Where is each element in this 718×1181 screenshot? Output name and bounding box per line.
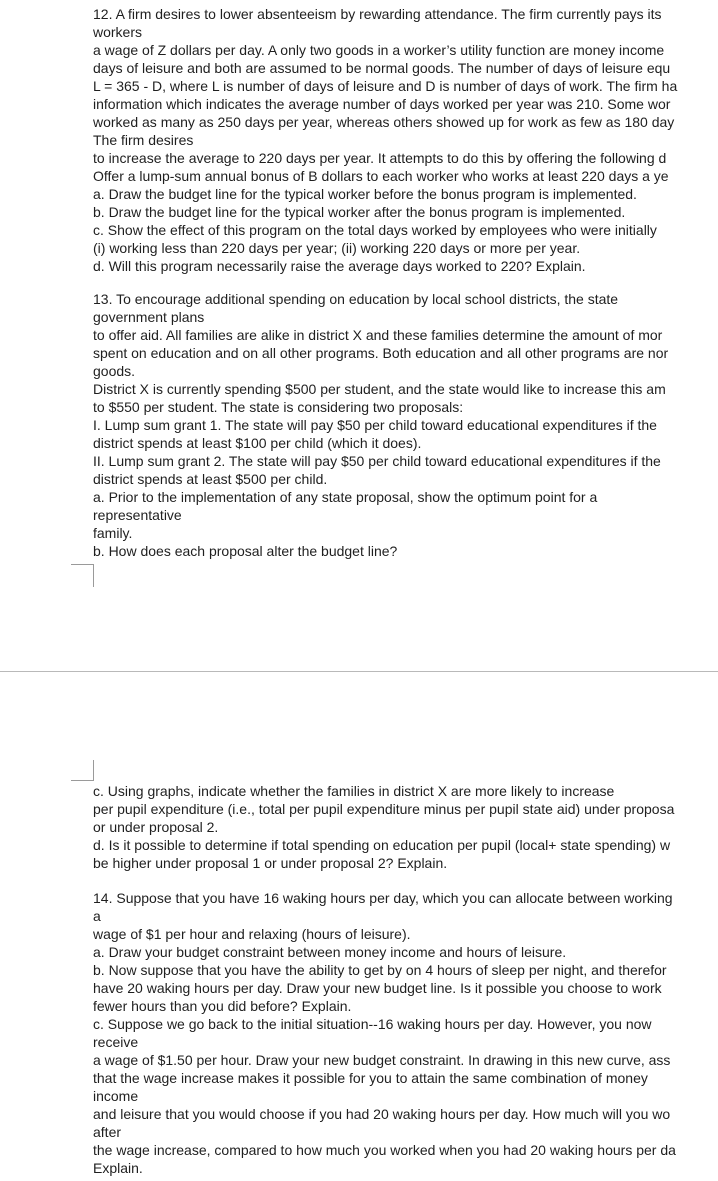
text-line: have 20 waking hours per day. Draw your new budget line. Is it possible you choose to work [93, 980, 662, 996]
text-line: a. Prior to the implementation of any state proposal, show the optimum point for a [93, 489, 598, 505]
text-line: and leisure that you would choose if you had 20 waking hours per day. How much will you wo [93, 1106, 671, 1122]
text-line: spent on education and on all other programs. Both education and all other programs are nor [93, 345, 669, 361]
text-line: days of leisure and both are assumed to be normal goods. The number of days of leisure equ [93, 60, 671, 76]
text-line: or under proposal 2. [93, 819, 219, 835]
text-line: a wage of Z dollars per day. A only two goods in a worker’s utility function are money income [93, 42, 665, 58]
text-line: b. Now suppose that you have the ability to get by on 4 hours of sleep per night, and therefor [93, 962, 667, 978]
text-line: wage of $1 per hour and relaxing (hours of leisure). [93, 926, 411, 942]
text-line: 12. A firm desires to lower absenteeism by rewarding attendance. The firm currently pays its [93, 6, 662, 22]
text-line: that the wage increase makes it possible for you to attain the same combination of money [93, 1070, 648, 1086]
text-line: to $550 per student. The state is considering two proposals: [93, 399, 464, 415]
text-line: worked as many as 250 days per year, whereas others showed up for work as few as 180 day [93, 114, 675, 130]
text-line: district spends at least $100 per child (which it does). [93, 435, 422, 451]
text-line: c. Suppose we go back to the initial situation--16 waking hours per day. However, you now [93, 1016, 652, 1032]
question-13 [93, 290, 718, 560]
text-line: 14. Suppose that you have 16 waking hours per day, which you can allocate between working [93, 890, 673, 906]
text-line: per pupil expenditure (i.e., total per pupil expenditure minus per pupil state aid) under proposa [93, 801, 675, 817]
text-line: district spends at least $500 per child. [93, 471, 328, 487]
question-13-continued [93, 782, 718, 872]
text-line: c. Using graphs, indicate whether the families in district X are more likely to increase [93, 783, 615, 799]
text-line: L = 365 - D, where L is number of days of leisure and D is number of days of work. The firm ha [93, 78, 678, 94]
text-line: income [93, 1088, 139, 1104]
text-line: 13. To encourage additional spending on education by local school districts, the state [93, 291, 619, 307]
text-line: information which indicates the average number of days worked per year was 210. Some wor [93, 96, 671, 112]
text-line: (i) working less than 220 days per year; (ii) working 220 days or more per year. [93, 240, 581, 256]
text-line: representative [93, 507, 182, 523]
text-line: workers [93, 24, 143, 40]
text-line: after [93, 1124, 122, 1140]
question-12 [93, 5, 718, 275]
text-line: II. Lump sum grant 2. The state will pay $50 per child toward educational expenditures if the [93, 453, 661, 469]
crop-mark [71, 564, 94, 587]
text-line: I. Lump sum grant 1. The state will pay $50 per child toward educational expenditures if the [93, 417, 657, 433]
text-line: fewer hours than you did before? Explain. [93, 998, 352, 1014]
text-line: c. Show the effect of this program on the total days worked by employees who were initially [93, 222, 657, 238]
text-line: a [93, 908, 101, 924]
text-line: d. Will this program necessarily raise the average days worked to 220? Explain. [93, 258, 586, 274]
text-line: Explain. [93, 1160, 143, 1176]
text-line: to increase the average to 220 days per year. It attempts to do this by offering the following d [93, 150, 667, 166]
text-line: a wage of $1.50 per hour. Draw your new budget constraint. In drawing in this new curve, ass [93, 1052, 671, 1068]
text-line: family. [93, 525, 133, 541]
text-line: be higher under proposal 1 or under proposal 2? Explain. [93, 855, 448, 871]
text-line: District X is currently spending $500 per student, and the state would like to increase this am [93, 381, 666, 397]
question-14 [93, 889, 718, 1177]
text-line: a. Draw the budget line for the typical worker before the bonus program is implemented. [93, 186, 637, 202]
text-line: a. Draw your budget constraint between money income and hours of leisure. [93, 944, 567, 960]
text-line: the wage increase, compared to how much you worked when you had 20 waking hours per da [93, 1142, 676, 1158]
text-line: Offer a lump-sum annual bonus of B dollars to each worker who works at least 220 days a ye [93, 168, 669, 184]
text-line: b. Draw the budget line for the typical worker after the bonus program is implemented. [93, 204, 626, 220]
text-line: government plans [93, 309, 205, 325]
text-line: d. Is it possible to determine if total spending on education per pupil (local+ state spending) w [93, 837, 671, 853]
text-line: receive [93, 1034, 139, 1050]
text-line: to offer aid. All families are alike in district X and these families determine the amount of mor [93, 327, 663, 343]
text-line: b. How does each proposal alter the budget line? [93, 543, 398, 559]
text-line: goods. [93, 363, 136, 379]
text-line: The firm desires [93, 132, 194, 148]
crop-mark [71, 760, 94, 781]
